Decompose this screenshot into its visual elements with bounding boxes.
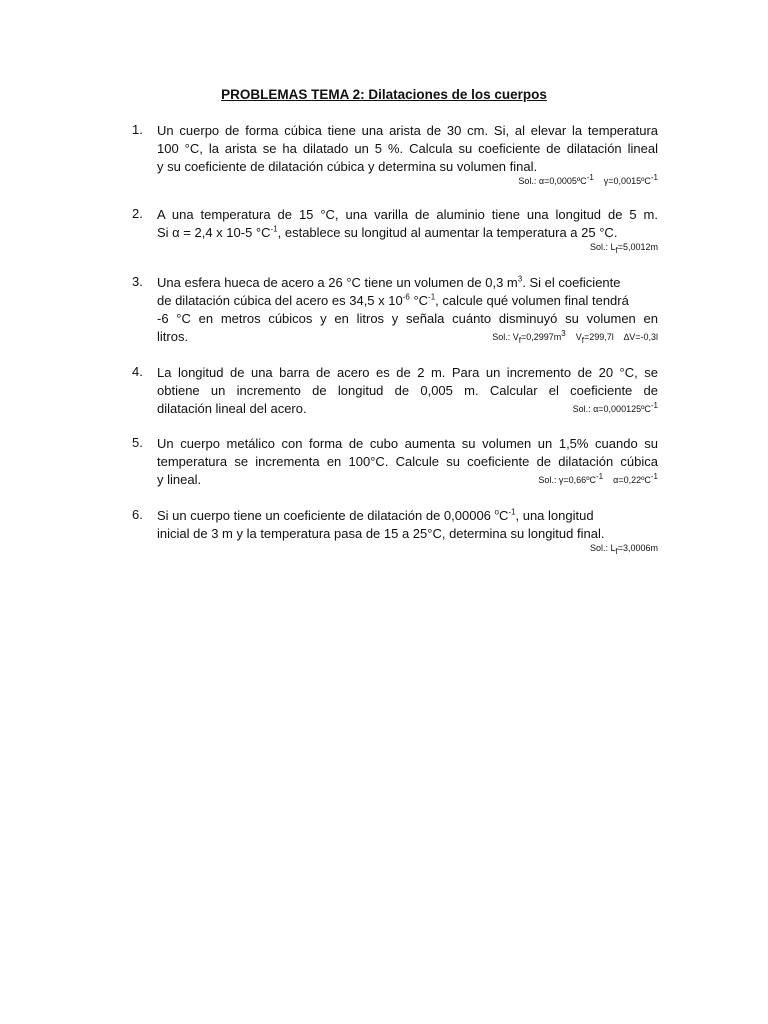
solution-text: Sol.: L xyxy=(589,543,616,553)
problem-number: 1. xyxy=(132,122,143,137)
text-run: litros. xyxy=(157,329,189,344)
text-run: °C xyxy=(409,293,429,308)
solution-text: ∆V=-0,3l xyxy=(623,332,658,342)
superscript: -1 xyxy=(650,472,658,481)
subscript: f xyxy=(615,546,618,556)
problem-text xyxy=(157,122,658,187)
text-run: Si α = 2,4 x 10-5 °C xyxy=(157,225,271,240)
superscript: 3 xyxy=(561,329,566,338)
superscript: o xyxy=(494,507,499,517)
solution-text: =5,0012m xyxy=(617,242,658,252)
solution-text: =3,0006m xyxy=(617,543,658,553)
problem-line: inicial de 3 m y la temperatura pasa de 15 a 25°C, determina su longitud final. xyxy=(157,526,605,541)
solution xyxy=(492,328,658,346)
solution xyxy=(573,400,658,418)
solution-text: α=0,22ºC xyxy=(613,475,651,485)
problem-number: 4. xyxy=(132,364,143,379)
solution-text: γ=0,0015ºC xyxy=(603,176,651,186)
solution-text: =299,7l xyxy=(583,332,614,342)
problem-line xyxy=(157,274,658,292)
solution-text: Sol.: α=0,000125ºC xyxy=(572,404,651,414)
superscript: -1 xyxy=(428,292,436,302)
solution-text: Sol.: α=0,0005ºC xyxy=(518,176,587,186)
problem-text xyxy=(157,274,658,346)
problem-text xyxy=(157,435,658,489)
solution-text: Sol.: V xyxy=(492,332,519,342)
problem-line: Un cuerpo de forma cúbica tiene una arista de 30 cm. Si, al elevar la temperatura xyxy=(157,123,658,138)
superscript: 3 xyxy=(517,274,523,284)
subscript: f xyxy=(615,245,618,255)
text-run: , calcule qué volumen final tendrá xyxy=(435,293,629,308)
problem-number: 6. xyxy=(132,507,143,522)
problem-line: Un cuerpo metálico con forma de cubo aumenta su volumen un 1,5% cuando su xyxy=(157,436,658,451)
superscript: -6 xyxy=(402,292,410,302)
solution xyxy=(538,471,658,489)
superscript: -1 xyxy=(586,173,594,182)
page-title: PROBLEMAS TEMA 2: Dilataciones de los cuerpos xyxy=(221,87,547,102)
problem-line: 100 °C, la arista se ha dilatado un 5 %. Calcula su coeficiente de dilatación lineal xyxy=(157,141,658,156)
problem-line xyxy=(157,292,658,310)
problem-line: La longitud de una barra de acero es de 2 m. Para un incremento de 20 °C, se xyxy=(157,365,658,380)
problem-line xyxy=(157,471,658,489)
problem-line xyxy=(157,328,658,346)
text-run: de dilatación cúbica del acero es 34,5 x 10 xyxy=(157,293,403,308)
superscript: -1 xyxy=(595,472,604,481)
text-run: . Si el coeficiente xyxy=(522,275,621,290)
problem-number: 5. xyxy=(132,435,143,450)
problem-line: temperatura se incrementa en 100°C. Calcule su coeficiente de dilatación cúbica xyxy=(157,454,658,469)
superscript: -1 xyxy=(508,507,516,517)
problem-text xyxy=(157,206,658,253)
text-run: Una esfera hueca de acero a 26 °C tiene un volumen de 0,3 m xyxy=(157,275,518,290)
solution-text: Sol.: γ=0,66ºC xyxy=(538,475,596,485)
solution-text: Sol.: L xyxy=(589,242,616,252)
subscript: f xyxy=(518,335,521,345)
solution-text: V xyxy=(575,332,582,342)
text-run: , establece su longitud al aumentar la temperatura a 25 °C. xyxy=(277,225,618,240)
problem-line xyxy=(157,507,658,525)
text-run: y lineal. xyxy=(157,472,202,487)
problem-line xyxy=(157,224,658,242)
superscript: -1 xyxy=(650,401,658,410)
problem-line: -6 °C en metros cúbicos y en litros y señala cuánto disminuyó su volumen en xyxy=(157,311,658,326)
problem-text xyxy=(157,364,658,418)
solution xyxy=(157,241,658,253)
problem-number: 2. xyxy=(132,206,143,221)
problem-text xyxy=(157,507,658,554)
superscript: -1 xyxy=(650,173,658,182)
subscript: f xyxy=(581,335,584,345)
text-run: Si un cuerpo tiene un coeficiente de dilatación de 0,00006 xyxy=(157,508,495,523)
text-run: , una longitud xyxy=(515,508,594,523)
text-run: C xyxy=(498,508,509,523)
problem-line xyxy=(157,400,658,418)
problem-line: obtiene un incremento de longitud de 0,005 m. Calcular el coeficiente de xyxy=(157,383,658,398)
problem-line: A una temperatura de 15 °C, una varilla de aluminio tiene una longitud de 5 m. xyxy=(157,207,658,222)
text-run: dilatación lineal del acero. xyxy=(157,401,307,416)
solution xyxy=(157,542,658,554)
superscript: -1 xyxy=(270,224,278,234)
problem-line: y su coeficiente de dilatación cúbica y determina su volumen final. xyxy=(157,159,538,174)
problem-number: 3. xyxy=(132,274,143,289)
solution-text: =0,2997m xyxy=(520,332,562,342)
solution xyxy=(157,175,658,187)
